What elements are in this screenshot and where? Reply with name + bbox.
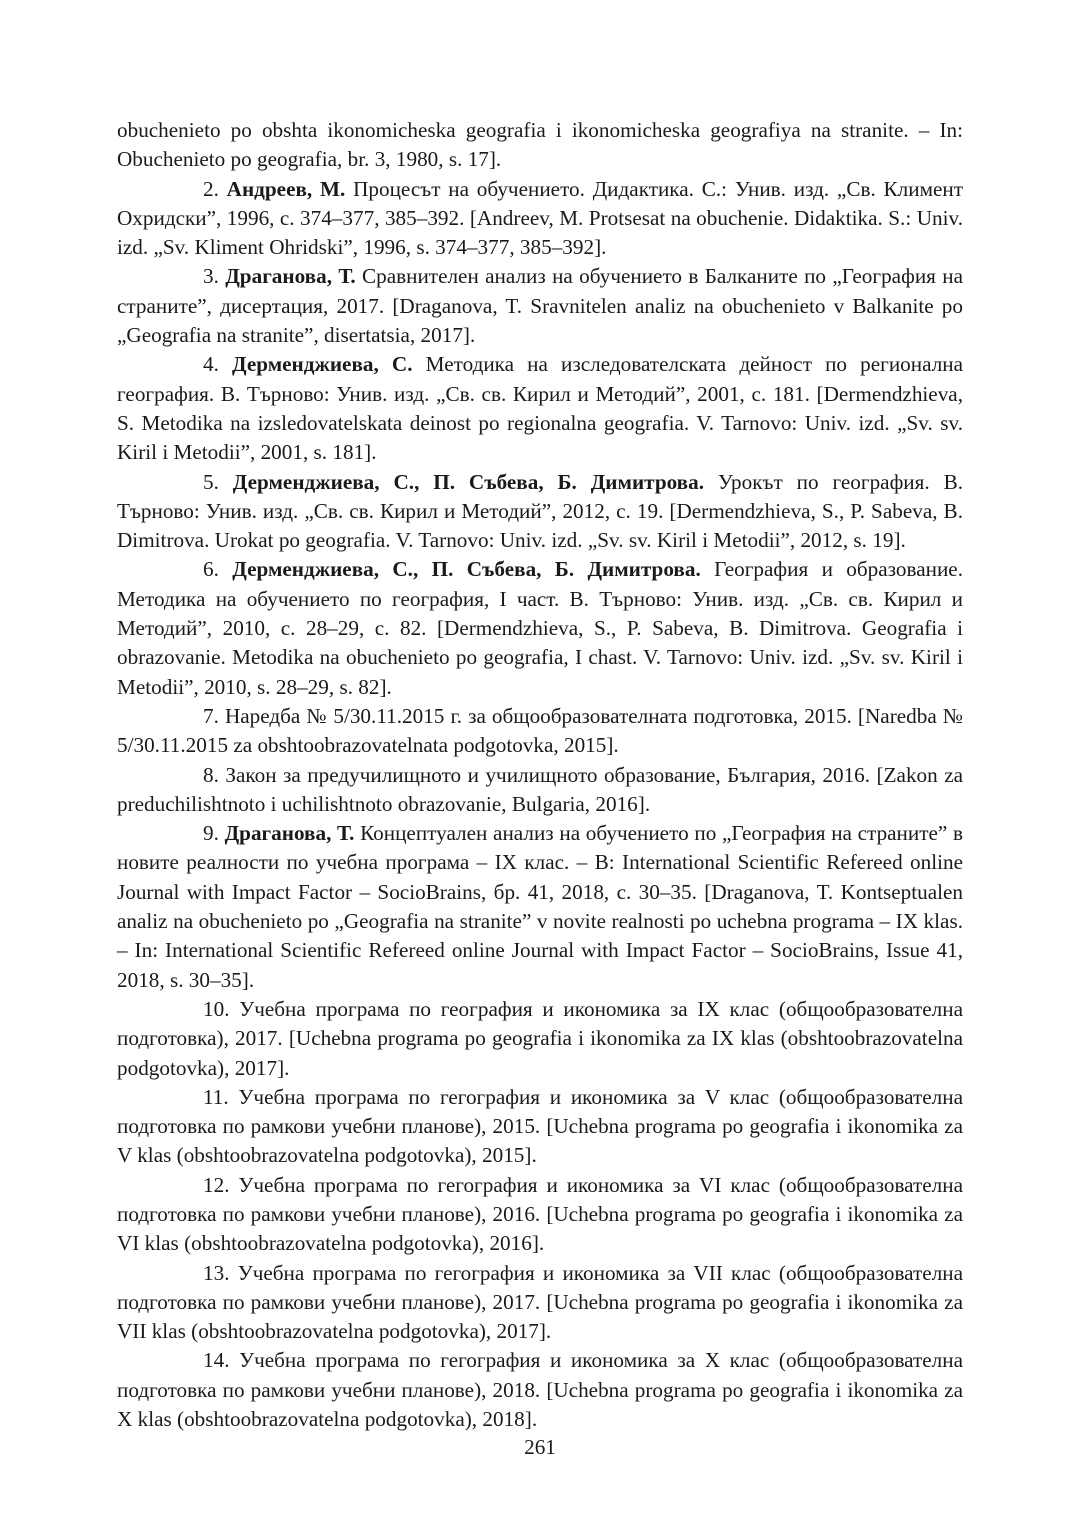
reference-author: Андреев, М.: [226, 176, 346, 201]
reference-item: [117, 1171, 963, 1259]
reference-item: [117, 761, 963, 820]
reference-author: Драганова, Т.: [225, 264, 356, 289]
reference-number: 12.: [203, 1172, 239, 1197]
reference-item: [117, 262, 963, 350]
reference-author: Дерменджиева, С.: [232, 352, 413, 377]
reference-text: Урокът по география. В. Търново: Унив. изд. „Св. св. Кирил и Методий”, 2012, с. 19. [Dermendzhieva, S., P. Sabeva, B. Dimitrova. Urokat po geografia. V. Tarnovo: Univ. izd. „Sv. sv. Kiril i Metodii”, 2012, s. 19].: [117, 469, 964, 553]
page-number: 261: [524, 1435, 556, 1459]
reference-number: 11.: [203, 1084, 239, 1109]
reference-text: Учебна програма по гегография и икономика за VII клас (общообразователна подготовка по рамкови учебни планове), 2017. [Uchebna programa po geografia i ikonomika za VII klas (obshtoobrazovatelna podgotovka), 2017].: [117, 1260, 964, 1344]
reference-item: [117, 819, 963, 995]
reference-list: [117, 116, 963, 1434]
reference-number: 3.: [203, 264, 226, 289]
reference-item: [117, 1083, 963, 1171]
reference-item: [117, 175, 963, 263]
reference-author: Драганова, Т.: [224, 821, 355, 846]
reference-continuation: [117, 116, 963, 175]
reference-item: [117, 1259, 963, 1347]
reference-item: [117, 995, 963, 1083]
reference-text: Учебна програма по гегография и икономика за V клас (общообразователна подготовка по рамкови учебни планове), 2015. [Uchebna programa po geografia i ikonomika za V klas (obshtoobrazovatelna podgotovka), 2015].: [117, 1084, 963, 1168]
reference-text: Концептуален анализ на обучението по „География на страните” в новите реалности по учебна програма – IX клас. – В: International Scientific Refereed online Journal with Impact Factor – SocioBrains, бр. 41, 2018, с. 30–35. [Draganova, T. Kontseptualen analiz na obuchenieto po „Geografia na stranite” v novite realnosti po uchebna programa – IX klas. – In: International Scientific Refereed online Journal with Impact Factor – SocioBrains, Issue 41, 2018, s. 30–35].: [117, 821, 964, 992]
reference-item: [117, 702, 963, 761]
reference-number: 8.: [203, 762, 226, 787]
reference-text: Учебна програма по гегография и икономика за VI клас (общообразователна подготовка по рамкови учебни планове), 2016. [Uchebna programa po geografia i ikonomika za VI klas (obshtoobrazovatelna podgotovka), 2016].: [117, 1172, 963, 1256]
reference-number: 14.: [203, 1348, 240, 1373]
reference-item: [117, 555, 963, 701]
reference-text: Учебна програма по география и икономика за IX клас (общообразователна подготовка), 2017. [Uchebna programa po geografia i ikonomika za IX klas (obshtoobrazovatelna podgotovka), 2017].: [117, 996, 964, 1080]
reference-number: 13.: [203, 1260, 238, 1285]
reference-author: Дерменджиева, С., П. Събева, Б. Димитрова.: [232, 469, 705, 494]
reference-text: Методика на изследователската дейност по регионална география. В. Търново: Унив. изд. „Св. св. Кирил и Методий”, 2001, с. 181. [Dermendzhieva, S. Metodika na izsledovatelskata deinost po regionalna geografia. V. Tarnovo: Univ. izd. „Sv. sv. Kiril i Metodii”, 2001, s. 181].: [117, 352, 964, 465]
reference-text: obuchenieto po obshta ikonomicheska geografia i ikonomicheska geografiya na stranite. – In: Obuchenieto po geografia, br. 3, 1980, s. 17].: [117, 118, 963, 172]
reference-text: Закон за предучилищното и училищното образование, България, 2016. [Zakon za preduchilishtnoto i uchilishtnoto obrazovanie, Bulgaria, 2016].: [117, 762, 964, 816]
reference-item: [117, 350, 963, 467]
reference-text: Учебна програма по гегография и икономика за X клас (общообразователна подготовка по рамкови учебни планове), 2018. [Uchebna programa po geografia i ikonomika za X klas (obshtoobrazovatelna podgotovka), 2018].: [117, 1348, 964, 1432]
reference-number: 6.: [203, 557, 233, 582]
reference-number: 9.: [203, 821, 225, 846]
reference-number: 5.: [203, 469, 233, 494]
reference-number: 7.: [203, 703, 225, 728]
reference-text: Наредба № 5/30.11.2015 г. за общообразователната подготовка, 2015. [Naredba № 5/30.11.2015 za obshtoobrazovatelnata podgotovka, 2015].: [117, 703, 964, 758]
reference-number: 4.: [203, 352, 233, 377]
reference-text: Процесът на обучението. Дидактика. С.: Унив. изд. „Св. Климент Охридски”, 1996, с. 374–377, 385–392. [Andreev, M. Protsesat na obuchenie. Didaktika. S.: Univ. izd. „Sv. Kliment Ohridski”, 1996, s. 374–377, 385–392].: [117, 176, 963, 260]
reference-text: Сравнителен анализ на обучението в Балканите по „География на страните”, дисертация, 2017. [Draganova, T. Sravnitelen analiz na obuchenieto v Balkanite po „Geografia na stranite”, disertatsia, 2017].: [117, 264, 963, 348]
reference-author: Дерменджиева, С., П. Събева, Б. Димитрова.: [232, 557, 701, 582]
reference-item: [117, 468, 963, 556]
reference-number: 2.: [203, 176, 227, 201]
reference-number: 10.: [203, 996, 240, 1021]
reference-item: [117, 1346, 963, 1434]
reference-text: География и образование. Методика на обучението по география, I част. В. Търново: Унив. изд. „Св. св. Кирил и Методий”, 2010, с. 28–29, с. 82. [Dermendzhieva, S., P. Sabeva, B. Dimitrova. Geografia i obrazovanie. Metodika na obuchenieto po geografia, I chast. V. Tarnovo: Univ. izd. „Sv. sv. Kiril i Metodii”, 2010, s. 28–29, s. 82].: [117, 557, 963, 699]
